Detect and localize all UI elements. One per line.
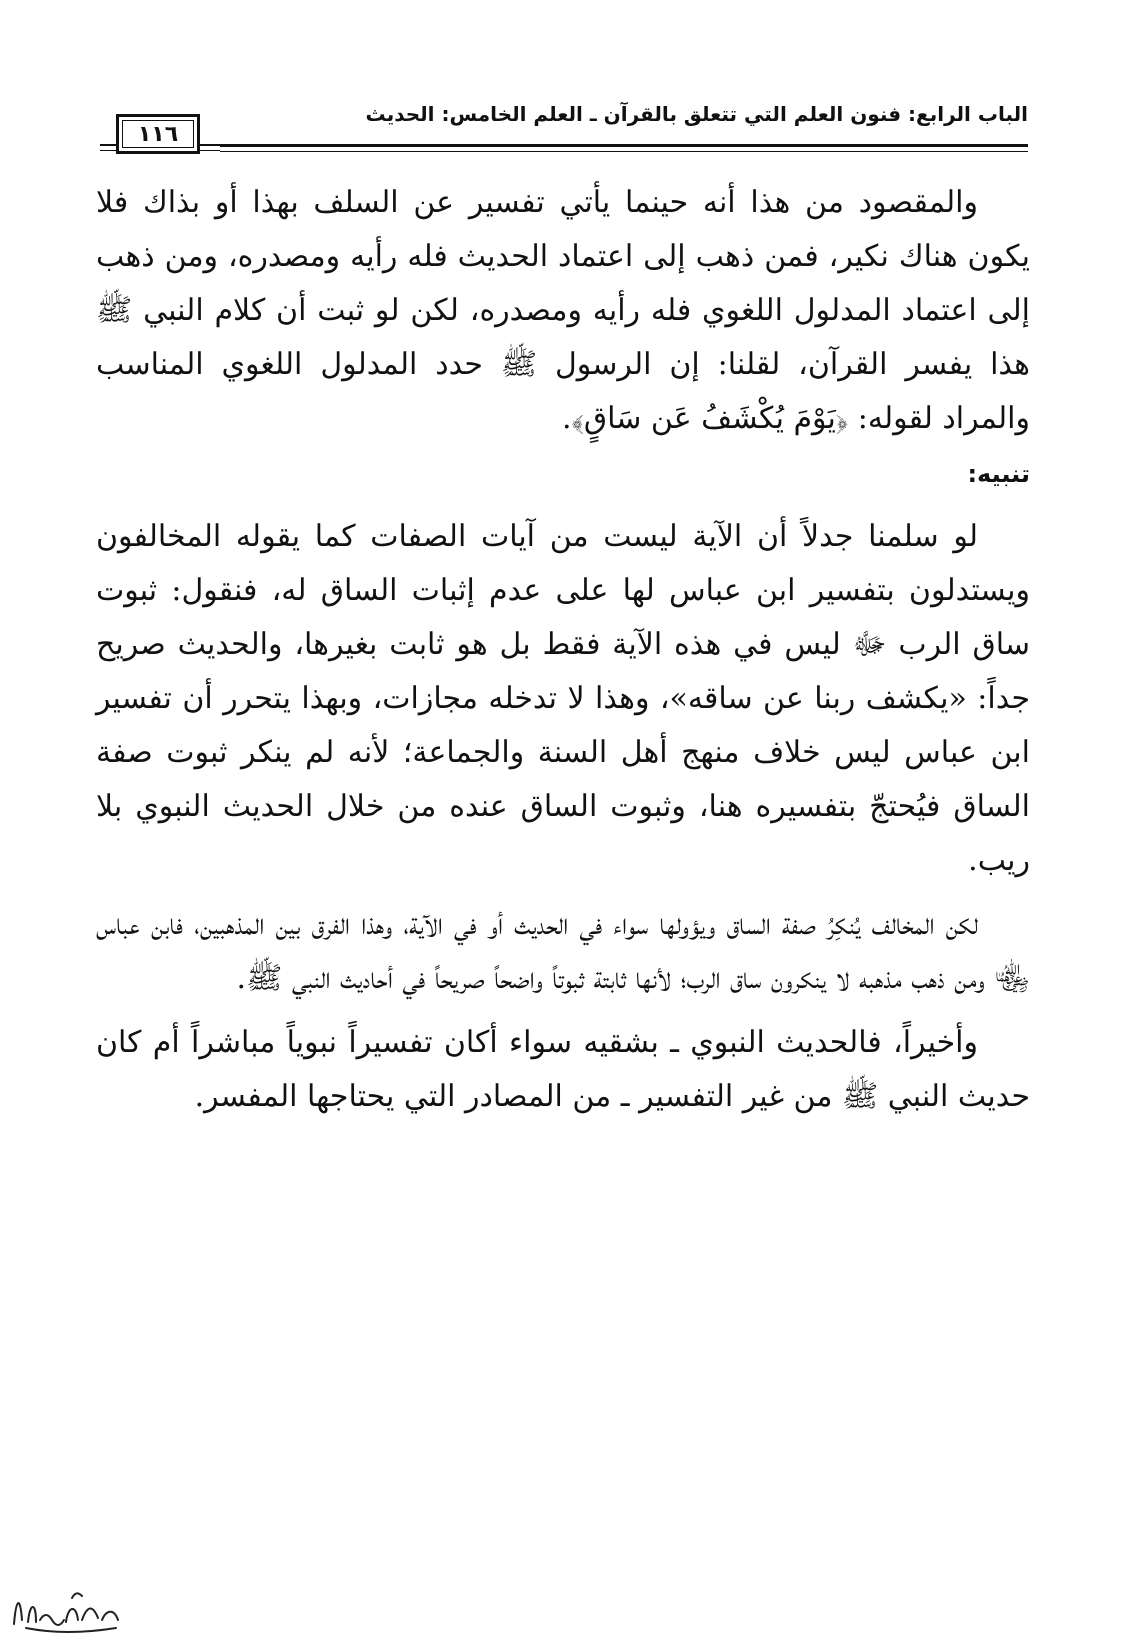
paragraph-3: لكن المخالف يُنكِرُ صفة الساق ويؤولها سواء في الحديث أو في الآية، وهذا الفرق بين المذهبين، فابن عباس ﵄ ومن ذهب مذهبه لا ينكرون ساق الرب؛ لأنها ثابتة ثبوتاً واضحاً صريحاً في أحاديث النبي ﷺ. <box>96 907 1030 996</box>
header-rule-thick <box>100 144 1028 147</box>
running-header <box>100 100 1028 162</box>
signature-scribble <box>6 1580 126 1638</box>
page-number-box <box>100 114 220 158</box>
page-box-ornament-left-thin <box>100 150 116 151</box>
paragraph-1: والمقصود من هذا أنه حينما يأتي تفسير عن السلف بهذا أو بذاك فلا يكون هناك نكير، فمن ذهب إلى اعتماد الحديث فله رأيه ومصدره، ومن ذهب إلى اعتماد المدلول اللغوي فله رأيه ومصدره، لكن لو ثبت أن كلام النبي ﷺ هذا يفسر القرآن، لقلنا: إن الرسول ﷺ حدد المدلول اللغوي المناسب والمراد لقوله: ﴿يَوْمَ يُكْشَفُ عَن سَاقٍ﴾. <box>96 185 1030 436</box>
paragraph-4: وأخيراً، فالحديث النبوي ـ بشقيه سواء أكان تفسيراً نبوياً مباشراً أم كان حديث النبي ﷺ من غير التفسير ـ من المصادر التي يحتاجها المفسر. <box>96 1025 1030 1114</box>
chapter-title: الباب الرابع: فنون العلم التي تتعلق بالقرآن ـ العلم الخامس: الحديث <box>365 102 1028 126</box>
section-heading-note: تنبيه: <box>967 460 1030 488</box>
page-box-ornament-right-thin <box>200 150 220 151</box>
page-body <box>96 176 1030 1124</box>
page-box-ornament-right <box>200 144 220 146</box>
handwritten-signature <box>6 1580 126 1638</box>
page-box-ornament-left <box>100 144 116 146</box>
header-rule-thin <box>100 151 1028 152</box>
page-number-frame <box>116 114 200 154</box>
paragraph-2: لو سلمنا جدلاً أن الآية ليست من آيات الصفات كما يقوله المخالفون ويستدلون بتفسير ابن عباس لها على عدم إثبات الساق له، فنقول: ثبوت ساق الرب ﷻ ليس في هذه الآية فقط بل هو ثابت بغيرها، والحديث صريح جداً: «يكشف ربنا عن ساقه»، وهذا لا تدخله مجازات، وبهذا يتحرر أن تفسير ابن عباس ليس خلاف منهج أهل السنة والجماعة؛ لأنه لم ينكر ثبوت صفة الساق فيُحتجّ بتفسيره هنا، وثبوت الساق عنده من خلال الحديث النبوي بلا ريب. <box>96 519 1031 878</box>
page-number: ١١٦ <box>137 121 179 147</box>
